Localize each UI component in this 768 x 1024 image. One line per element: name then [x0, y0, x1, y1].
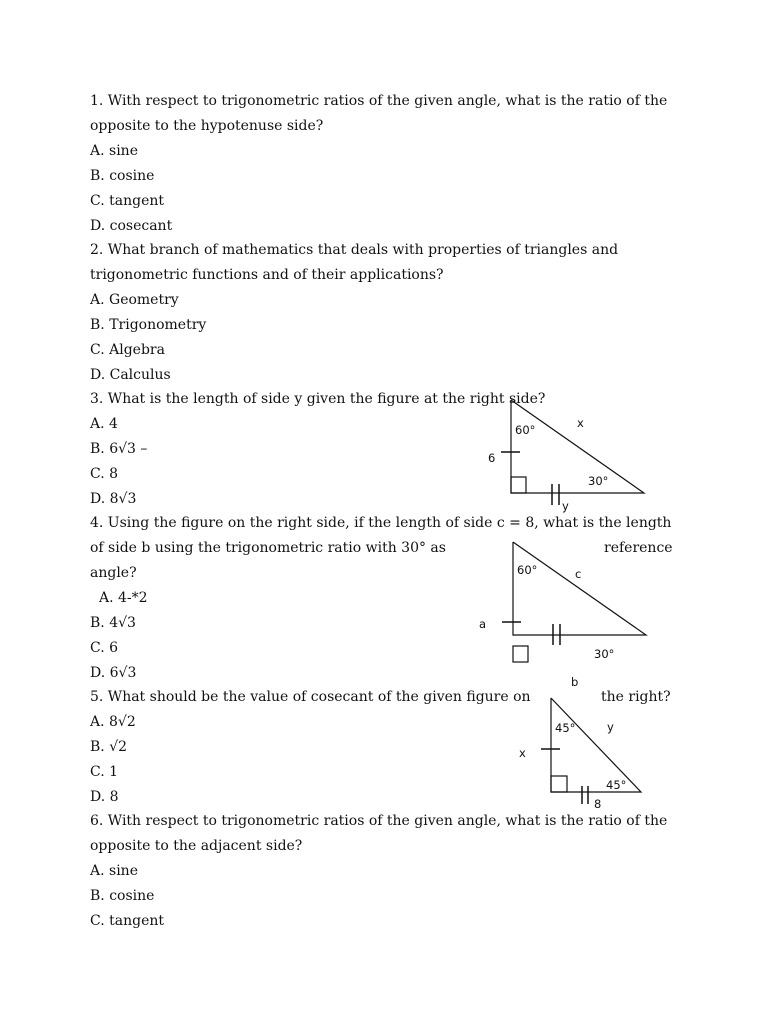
question-4-line-3: angle?	[90, 565, 137, 581]
question-3-choice-d: D. 8√3	[90, 491, 137, 507]
right-angle-marker	[511, 477, 526, 493]
triangle-outline	[513, 542, 646, 635]
angle-label-top: 45°	[555, 721, 576, 735]
right-angle-marker	[513, 646, 528, 662]
question-1-line-1: 1. With respect to trigonometric ratios of the given angle, what is the ratio of the	[90, 93, 668, 109]
question-4-line-2: of side b using the trigonometric ratio with 30° as	[90, 540, 446, 556]
angle-label-right: 30°	[588, 474, 609, 488]
angle-label-right: 30°	[594, 647, 615, 661]
question-1-choice-b: B. cosine	[90, 168, 155, 184]
side-label-hypotenuse: c	[575, 567, 582, 581]
triangle-outline	[511, 400, 644, 493]
question-2-line-1: 2. What branch of mathematics that deals with properties of triangles and	[90, 242, 619, 258]
question-6-choice-c: C. tangent	[90, 913, 164, 929]
question-4-line-1: 4. Using the figure on the right side, if the length of side c = 8, what is the length	[90, 515, 672, 531]
question-4-choice-b: B. 4√3	[90, 615, 136, 631]
question-2-choice-d: D. Calculus	[90, 367, 171, 383]
question-5-choice-a: A. 8√2	[90, 714, 136, 730]
question-2-choice-a: A. Geometry	[90, 292, 179, 308]
angle-label-top: 60°	[515, 423, 536, 437]
question-5-choice-c: C. 1	[90, 764, 119, 780]
side-label-left: x	[519, 746, 526, 760]
question-2-choice-c: C. Algebra	[90, 342, 165, 358]
angle-label-right: 45°	[606, 778, 627, 792]
question-6-line-2: opposite to the adjacent side?	[90, 838, 303, 854]
question-2-line-2: trigonometric functions and of their applications?	[90, 267, 444, 283]
triangle-figure-q4	[475, 538, 660, 693]
question-3-choice-a: A. 4	[90, 416, 118, 432]
question-3-choice-b: B. 6√3 –	[90, 441, 148, 457]
question-4-line-2-end: reference	[604, 540, 673, 556]
question-5-choice-b: B. √2	[90, 739, 128, 755]
question-6-choice-a: A. sine	[90, 863, 138, 879]
question-3-line-1: 3. What is the length of side y given the figure at the right side?	[90, 391, 546, 407]
question-1-choice-d: D. cosecant	[90, 218, 173, 234]
question-1-choice-c: C. tangent	[90, 193, 164, 209]
side-label-left: a	[479, 617, 487, 631]
question-5-line-1-end: the right?	[601, 689, 671, 705]
side-label-hypotenuse: x	[577, 416, 584, 430]
question-1-line-2: opposite to the hypotenuse side?	[90, 118, 324, 134]
side-label-left: 6	[488, 451, 496, 465]
right-angle-marker	[551, 776, 567, 792]
side-label-hypotenuse: y	[607, 720, 614, 734]
triangle-figure-q5	[515, 694, 665, 814]
side-label-bottom: y	[562, 499, 569, 513]
question-4-choice-d: D. 6√3	[90, 665, 137, 681]
angle-label-top: 60°	[517, 563, 538, 577]
question-6-choice-b: B. cosine	[90, 888, 155, 904]
question-4-choice-c: C. 6	[90, 640, 119, 656]
side-label-bottom: 8	[594, 797, 602, 811]
question-3-choice-c: C. 8	[90, 466, 119, 482]
question-6-line-1: 6. With respect to trigonometric ratios of the given angle, what is the ratio of the	[90, 813, 668, 829]
side-label-bottom: b	[571, 675, 579, 689]
question-5-line-1: 5. What should be the value of cosecant of the given figure on	[90, 689, 531, 705]
question-1-choice-a: A. sine	[90, 143, 138, 159]
question-4-choice-a: A. 4-*2	[99, 590, 148, 606]
question-5-choice-d: D. 8	[90, 789, 119, 805]
triangle-outline	[551, 698, 641, 792]
question-2-choice-b: B. Trigonometry	[90, 317, 207, 333]
triangle-figure-q3	[480, 395, 660, 520]
